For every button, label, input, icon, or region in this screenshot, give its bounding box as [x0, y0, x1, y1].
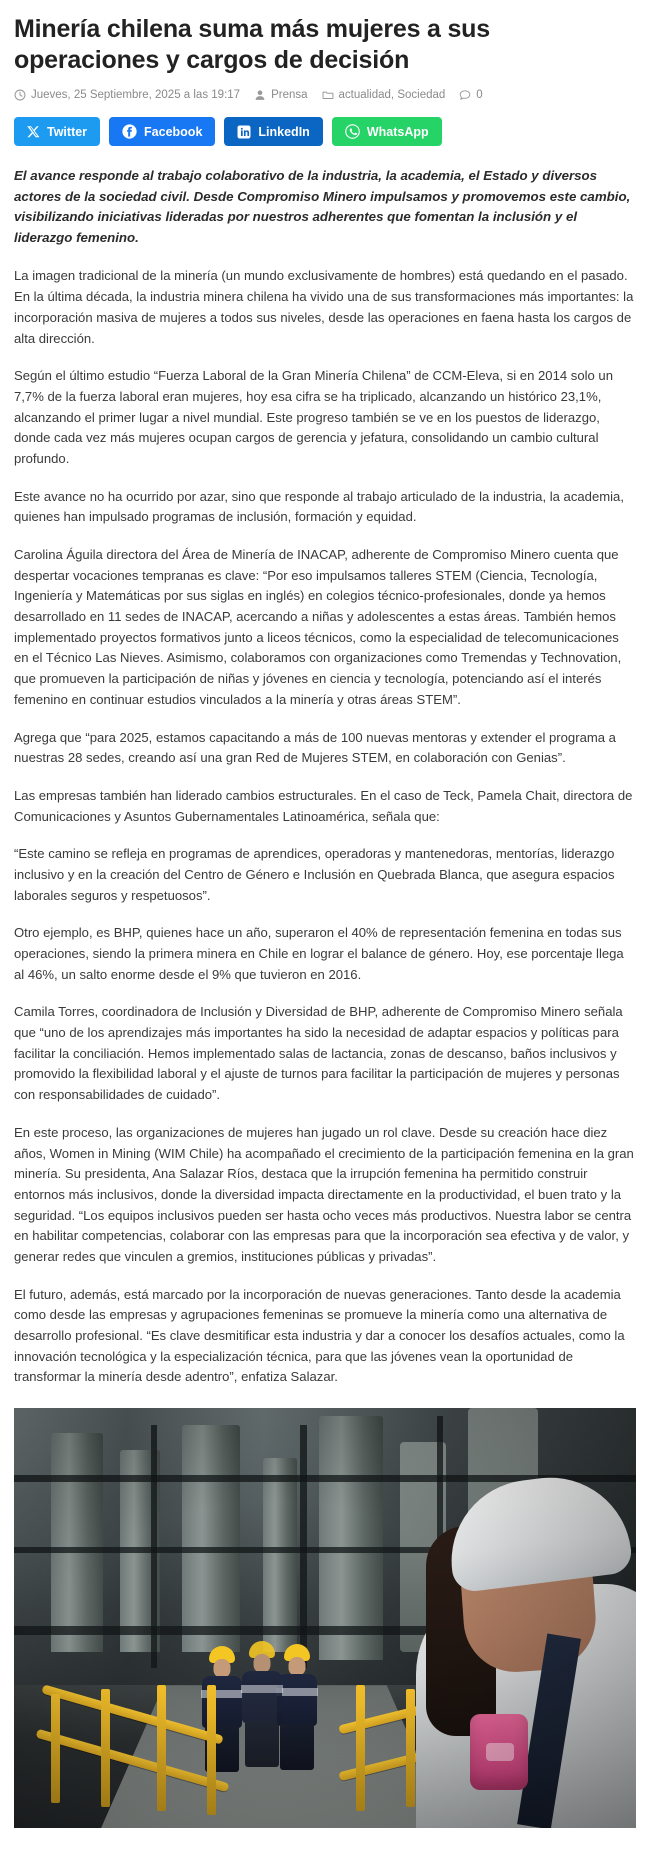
user-icon [254, 89, 266, 101]
share-twitter-label: Twitter [47, 124, 88, 139]
meta-categories-text: actualidad, Sociedad [338, 89, 446, 101]
meta-author-text: Prensa [271, 89, 308, 101]
article-paragraph: Camila Torres, coordinadora de Inclusión y Diversidad de BHP, adherente de Compromiso Minero señala que “uno de los aprendizajes más importantes ha sido la necesidad de adaptar espacios y políticas para facilitar la conciliación. Hemos implementado salas de lactancia, zonas de descanso, baños inclusivos y promovido la flexibilidad laboral y el ajuste de turnos para facilitar la participación de mujeres y personas con responsabilidades de cuidado”. [14, 1004, 623, 1103]
article-paragraph: Las empresas también han liderado cambios estructurales. En el caso de Teck, Pamela Chait, directora de Comunicaciones y Asuntos Gubernamentales Latinoamérica, señala que: [14, 787, 633, 824]
article-paragraph: Este avance no ha ocurrido por azar, sino que responde al trabajo articulado de la industria, la academia, quienes han impulsado programas de inclusión, formación y equidad. [14, 488, 624, 525]
article-paragraph: La imagen tradicional de la minería (un mundo exclusivamente de hombres) está quedando en el pasado. En la última década, la industria minera chilena ha vivido una de sus transformaciones más importantes: la incorporación masiva de mujeres a todos sus niveles, desde las operaciones en faena hasta los cargos de alta dirección. [14, 268, 634, 346]
meta-comments[interactable] [459, 89, 482, 101]
meta-date-text: Jueves, 25 Septiembre, 2025 a las 19:17 [31, 89, 241, 101]
share-facebook-button[interactable] [109, 117, 215, 146]
article-image [14, 1408, 636, 1828]
meta-author [254, 89, 307, 101]
article-paragraph: Agrega que “para 2025, estamos capacitando a más de 100 nuevas mentoras y extender el programa a nuestras 28 sedes, creando así una gran Red de Mujeres STEM, en colaboración con Genias”. [14, 729, 616, 766]
article-paragraph: En este proceso, las organizaciones de mujeres han jugado un rol clave. Desde su creación hace diez años, Women in Mining (WIM Chile) ha acompañado el crecimiento de la participación femenina en la gran minería. Su presidenta, Ana Salazar Ríos, destaca que la irrupción femenina ha permitido construir entornos más inclusivos, donde la diversidad impacta directamente en la productividad, el buen trato y la seguridad. “Los equipos inclusivos pueden ser hasta ocho veces más productivos. Nuestra labor se centra en habilitar competencias, colaborar con las empresas para que la incorporación sea efectiva y de valor, y generar redes que vinculen a gremios, instituciones públicas y privadas”. [14, 1124, 634, 1264]
article-figure [14, 1408, 636, 1828]
folder-icon [322, 89, 334, 101]
share-linkedin-label: LinkedIn [258, 124, 310, 139]
whatsapp-icon [345, 124, 360, 139]
image-vignette [14, 1408, 636, 1828]
meta-categories[interactable] [322, 89, 446, 101]
share-whatsapp-label: WhatsApp [366, 124, 429, 139]
article-paragraph: Según el último estudio “Fuerza Laboral de la Gran Minería Chilena” de CCM-Eleva, si en 2014 solo un 7,7% de la fuerza laboral eran mujeres, hoy esa cifra se ha triplicado, alcanzando un histórico 23,1%, alcanzando el primer lugar a nivel mundial. Este progreso también se ve en los puestos de liderazgo, donde cada vez más mujeres ocupan cargos de gerencia y jefatura, consolidando un cambio cultural profundo. [14, 368, 613, 466]
share-whatsapp-button[interactable] [332, 117, 442, 146]
article-meta [14, 89, 636, 101]
article-paragraph: Carolina Águila directora del Área de Minería de INACAP, adherente de Compromiso Minero cuenta que despertar vocaciones tempranas es clave: “Por eso impulsamos talleres STEM (Ciencia, Tecnología, Ingeniería y Matemáticas por sus siglas en inglés) en colegios técnico-profesionales, donde ya hemos desarrollado en 11 sedes de INACAP, acercando a niñas y adolescentes a estas áreas. También hemos implementado proyectos formativos junto a liceos técnicos, como la especialidad de telecomunicaciones en el Técnico Las Nieves. Asimismo, colaboramos con organizaciones como Tremendas y Technovation, que promueven la participación de niñas y jóvenes en ciencia y tecnología, potenciando así el interés femenino en continuar estudios vinculados a la minería y otras áreas STEM”. [14, 547, 622, 707]
article-paragraph: Otro ejemplo, es BHP, quienes hace un año, superaron el 40% de representación femenina en todas sus operaciones, siendo la primera minera en Chile en lograr el balance de género. Hoy, ese porcentaje llega al 46%, un salto enorme desde el 9% que tuvieron en 2016. [14, 925, 624, 982]
meta-comments-count: 0 [476, 89, 483, 101]
share-facebook-label: Facebook [144, 124, 203, 139]
page-title: Minería chilena suma más mujeres a sus operaciones y cargos de decisión [14, 15, 490, 74]
article-paragraph: El futuro, además, está marcado por la incorporación de nuevas generaciones. Tanto desde la academia como desde las empresas y agrupaciones femeninas se promueve la minería como una alternativa de desarrollo profesional. “Es clave desmitificar esta industria y dar a conocer los desafíos actuales, como la innovación tecnológica y la especialización técnica, para que las jóvenes vean la oportunidad de transformar la minería desde adentro”, enfatiza Salazar. [14, 1286, 625, 1385]
article-lead: El avance responde al trabajo colaborativo de la industria, la academia, el Estado y diversos actores de la sociedad civil. Desde Compromiso Minero impulsamos y promovemos este cambio, visibilizando iniciativas lideradas por nuestros adherentes que fomentan la inclusión y el liderazgo femenino. [14, 168, 631, 245]
share-buttons [14, 117, 636, 146]
share-twitter-button[interactable] [14, 117, 100, 146]
facebook-icon [122, 124, 137, 139]
meta-date [14, 89, 240, 101]
article-quote: “Este camino se refleja en programas de aprendices, operadoras y mantenedoras, mentorías, liderazgo inclusivo y en la creación del Centro de Género e Inclusión en Quebrada Blanca, que asegura espacios laborales seguros y respetuosos”. [14, 846, 615, 903]
comment-icon [459, 89, 471, 101]
clock-icon [14, 89, 26, 101]
twitter-x-icon [27, 125, 40, 138]
linkedin-icon [237, 125, 251, 139]
share-linkedin-button[interactable] [224, 117, 322, 146]
